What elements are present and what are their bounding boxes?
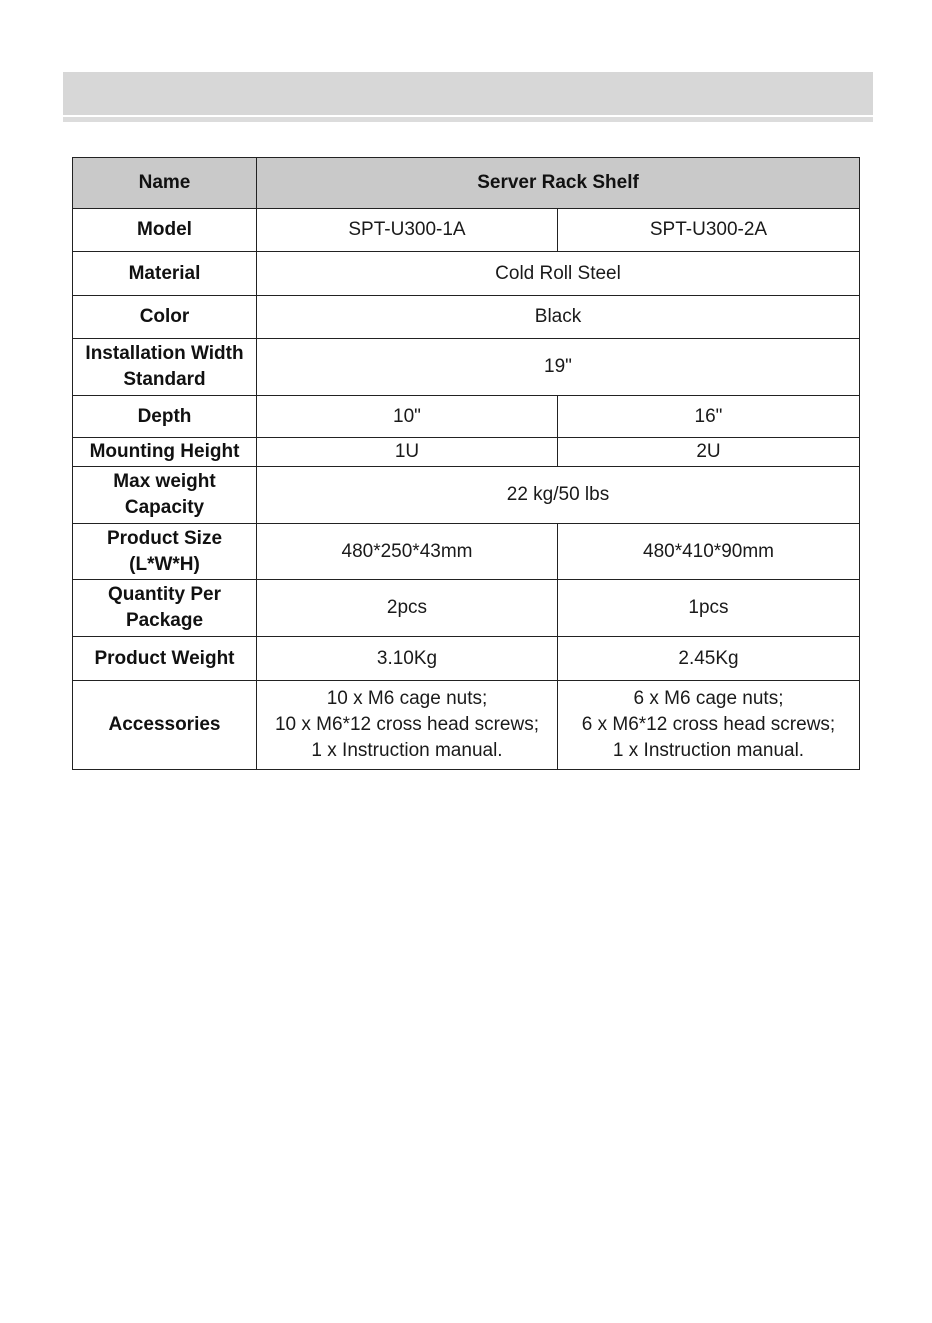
product-name: Server Rack Shelf [257, 158, 860, 209]
accessories-a-line: 10 x M6*12 cross head screws; [274, 714, 539, 735]
accessories-a-line: 1 x Instruction manual. [311, 740, 503, 761]
table-row-material [73, 252, 860, 296]
product-size-label [73, 524, 257, 580]
model-b: SPT-U300-2A [558, 209, 860, 252]
header-divider [63, 117, 873, 122]
table-row-color [73, 296, 860, 339]
table-row-model [73, 209, 860, 252]
material-label: Material [73, 252, 257, 296]
model-a: SPT-U300-1A [257, 209, 558, 252]
quantity-b: 1pcs [558, 580, 860, 637]
product-weight-a: 3.10Kg [257, 637, 558, 681]
table-row-depth [73, 396, 860, 438]
installation-width-value: 19" [257, 339, 860, 396]
model-label: Model [73, 209, 257, 252]
quantity-label-line1: Quantity Per [108, 584, 221, 605]
accessories-b-line: 6 x M6*12 cross head screws; [581, 714, 836, 735]
max-weight-value: 22 kg/50 lbs [257, 467, 860, 524]
mounting-height-label: Mounting Height [73, 438, 257, 467]
accessories-a-line: 10 x M6 cage nuts; [326, 688, 488, 709]
max-weight-label [73, 467, 257, 524]
color-value: Black [257, 296, 860, 339]
installation-width-label-line1: Installation Width [85, 343, 244, 364]
accessories-b-line: 6 x M6 cage nuts; [633, 688, 784, 709]
quantity-label-line2: Package [125, 610, 204, 631]
material-value: Cold Roll Steel [257, 252, 860, 296]
accessories-label: Accessories [73, 681, 257, 770]
depth-b: 16" [558, 396, 860, 438]
product-weight-label: Product Weight [73, 637, 257, 681]
mounting-height-b: 2U [558, 438, 860, 467]
max-weight-label-line2: Capacity [124, 497, 205, 518]
mounting-height-a: 1U [257, 438, 558, 467]
table-row-mounting-height [73, 438, 860, 467]
product-size-label-line1: Product Size [106, 527, 223, 549]
table-row-name [73, 158, 860, 209]
color-label: Color [73, 296, 257, 339]
product-size-label-line2: (L*W*H) [129, 553, 200, 575]
product-size-a: 480*250*43mm [257, 524, 558, 580]
accessories-a [257, 681, 558, 770]
product-size-b: 480*410*90mm [558, 524, 860, 580]
table-row-installation-width [73, 339, 860, 396]
product-weight-b: 2.45Kg [558, 637, 860, 681]
name-label: Name [73, 158, 257, 209]
installation-width-label-line2: Standard [123, 369, 206, 390]
accessories-b [558, 681, 860, 770]
spec-table [72, 157, 860, 770]
depth-label: Depth [73, 396, 257, 438]
table-row-accessories [73, 681, 860, 770]
depth-a: 10" [257, 396, 558, 438]
installation-width-label [73, 339, 257, 396]
table-row-product-weight [73, 637, 860, 681]
table-row-quantity [73, 580, 860, 637]
quantity-a: 2pcs [257, 580, 558, 637]
max-weight-label-line1: Max weight [113, 471, 216, 492]
table-row-product-size [73, 524, 860, 580]
quantity-label [73, 580, 257, 637]
accessories-b-line: 1 x Instruction manual. [612, 740, 805, 761]
table-row-max-weight [73, 467, 860, 524]
header-bar [63, 72, 873, 115]
